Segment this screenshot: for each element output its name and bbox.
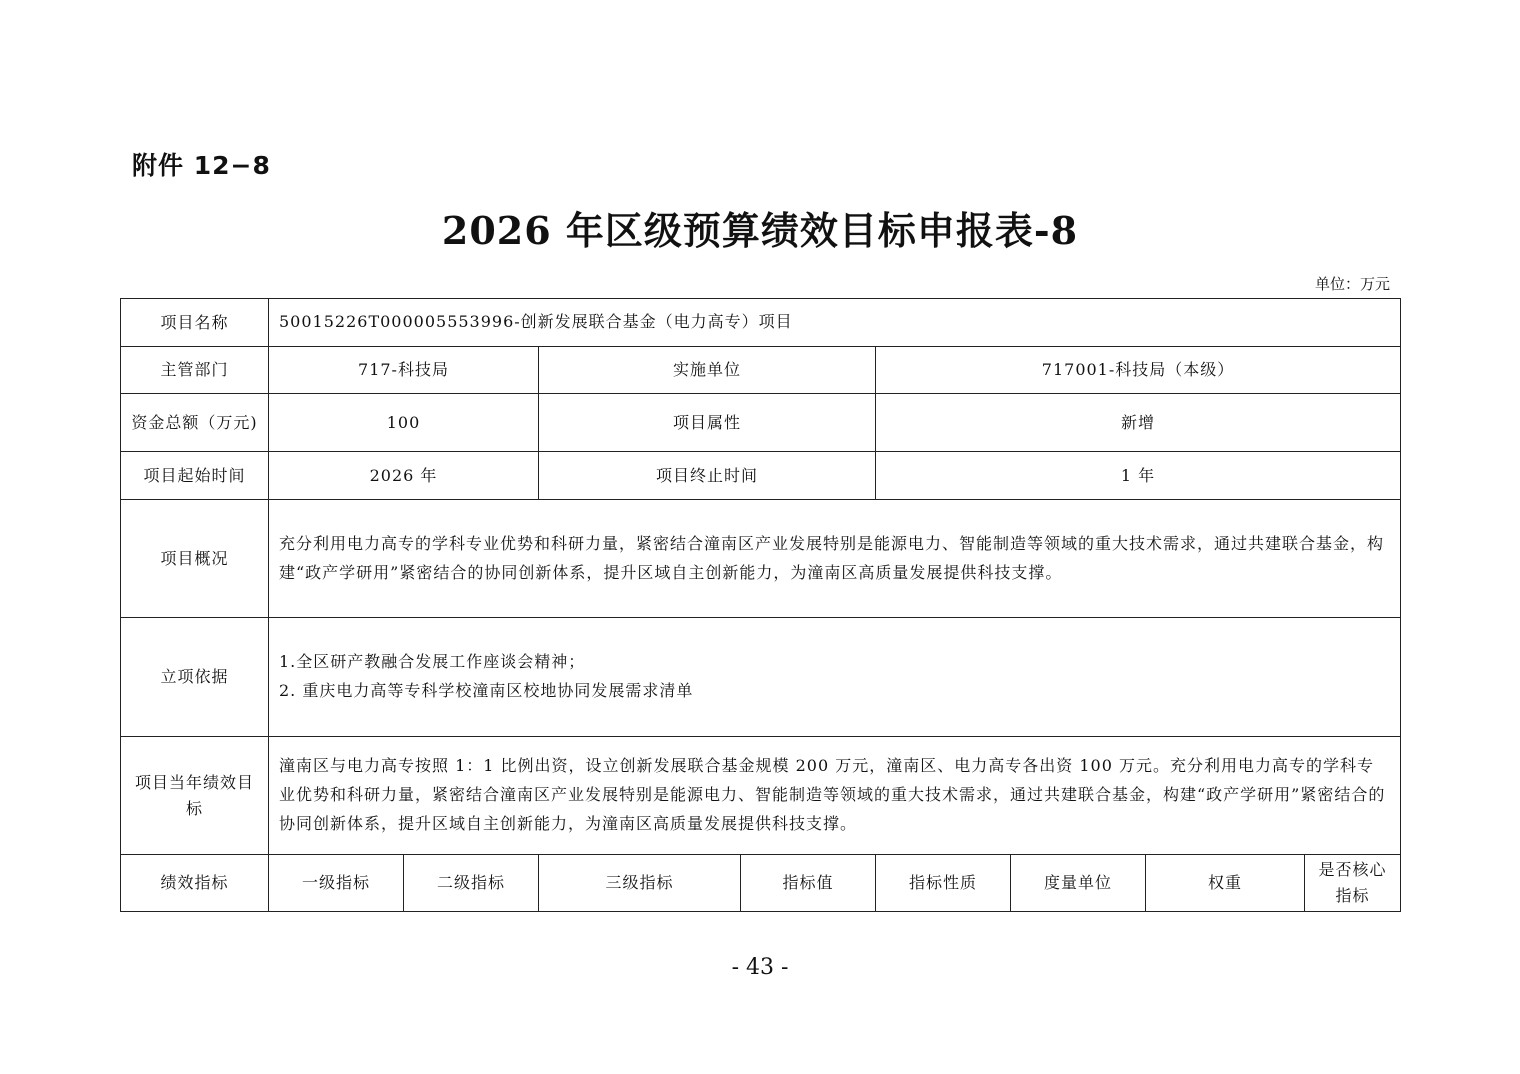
value-total-funding: 100 <box>269 394 539 452</box>
value-department: 717-科技局 <box>269 347 539 394</box>
label-annual-goal: 项目当年绩效目标 <box>121 737 269 855</box>
row-basis <box>121 618 1401 737</box>
row-timing <box>121 452 1401 500</box>
header-level2: 二级指标 <box>404 855 539 912</box>
value-project-name: 50015226T000005553996-创新发展联合基金（电力高专）项目 <box>269 299 1401 347</box>
label-end-time: 项目终止时间 <box>539 452 876 500</box>
row-overview <box>121 500 1401 618</box>
value-annual-goal: 潼南区与电力高专按照 1：1 比例出资，设立创新发展联合基金规模 200 万元，潼南区、电力高专各出资 100 万元。充分利用电力高专的学科专业优势和科研力量，紧密结合潼南区产业发展特别是能源电力、智能制造等领域的重大技术需求，通过共建联合基金，构建“政产学研用”紧密结合的协同创新体系，提升区域自主创新能力，为潼南区高质量发展提供科技支撑。 <box>269 737 1401 855</box>
unit-label: 单位：万元 <box>1314 275 1390 293</box>
value-overview: 充分利用电力高专的学科专业优势和科研力量，紧密结合潼南区产业发展特别是能源电力、智能制造等领域的重大技术需求，通过共建联合基金，构建“政产学研用”紧密结合的协同创新体系，提升区域自主创新能力，为潼南区高质量发展提供科技支撑。 <box>269 500 1401 618</box>
value-project-attribute: 新增 <box>876 394 1401 452</box>
label-project-attribute: 项目属性 <box>539 394 876 452</box>
header-indicator-value: 指标值 <box>741 855 876 912</box>
header-indicator-nature: 指标性质 <box>876 855 1011 912</box>
row-department <box>121 347 1401 394</box>
row-project-name <box>121 299 1401 347</box>
header-measure-unit: 度量单位 <box>1011 855 1146 912</box>
label-basis: 立项依据 <box>121 618 269 737</box>
header-weight: 权重 <box>1146 855 1305 912</box>
label-start-time: 项目起始时间 <box>121 452 269 500</box>
basis-line-1: 1.全区研产教融合发展工作座谈会精神； <box>279 652 586 672</box>
value-implementing-unit: 717001-科技局（本级） <box>876 347 1401 394</box>
value-start-time: 2026 年 <box>269 452 539 500</box>
label-indicators: 绩效指标 <box>121 855 269 912</box>
row-annual-goal <box>121 737 1401 855</box>
label-overview: 项目概况 <box>121 500 269 618</box>
value-end-time: 1 年 <box>876 452 1401 500</box>
page-number: - 43 - <box>731 955 789 980</box>
document-title: 2026 年区级预算绩效目标申报表-8 <box>441 208 1079 253</box>
value-basis <box>269 618 1401 737</box>
basis-line-2: 2. 重庆电力高等专科学校潼南区校地协同发展需求清单 <box>279 681 694 700</box>
budget-performance-form <box>120 298 1401 912</box>
label-project-name: 项目名称 <box>121 299 269 347</box>
label-implementing-unit: 实施单位 <box>539 347 876 394</box>
header-level1: 一级指标 <box>269 855 404 912</box>
header-is-core: 是否核心指标 <box>1305 855 1401 912</box>
label-total-funding: 资金总额（万元) <box>121 394 269 452</box>
attachment-label: 附件 12−8 <box>132 151 271 180</box>
label-department: 主管部门 <box>121 347 269 394</box>
header-level3: 三级指标 <box>539 855 741 912</box>
row-indicators-header <box>121 855 1401 912</box>
row-funding <box>121 394 1401 452</box>
